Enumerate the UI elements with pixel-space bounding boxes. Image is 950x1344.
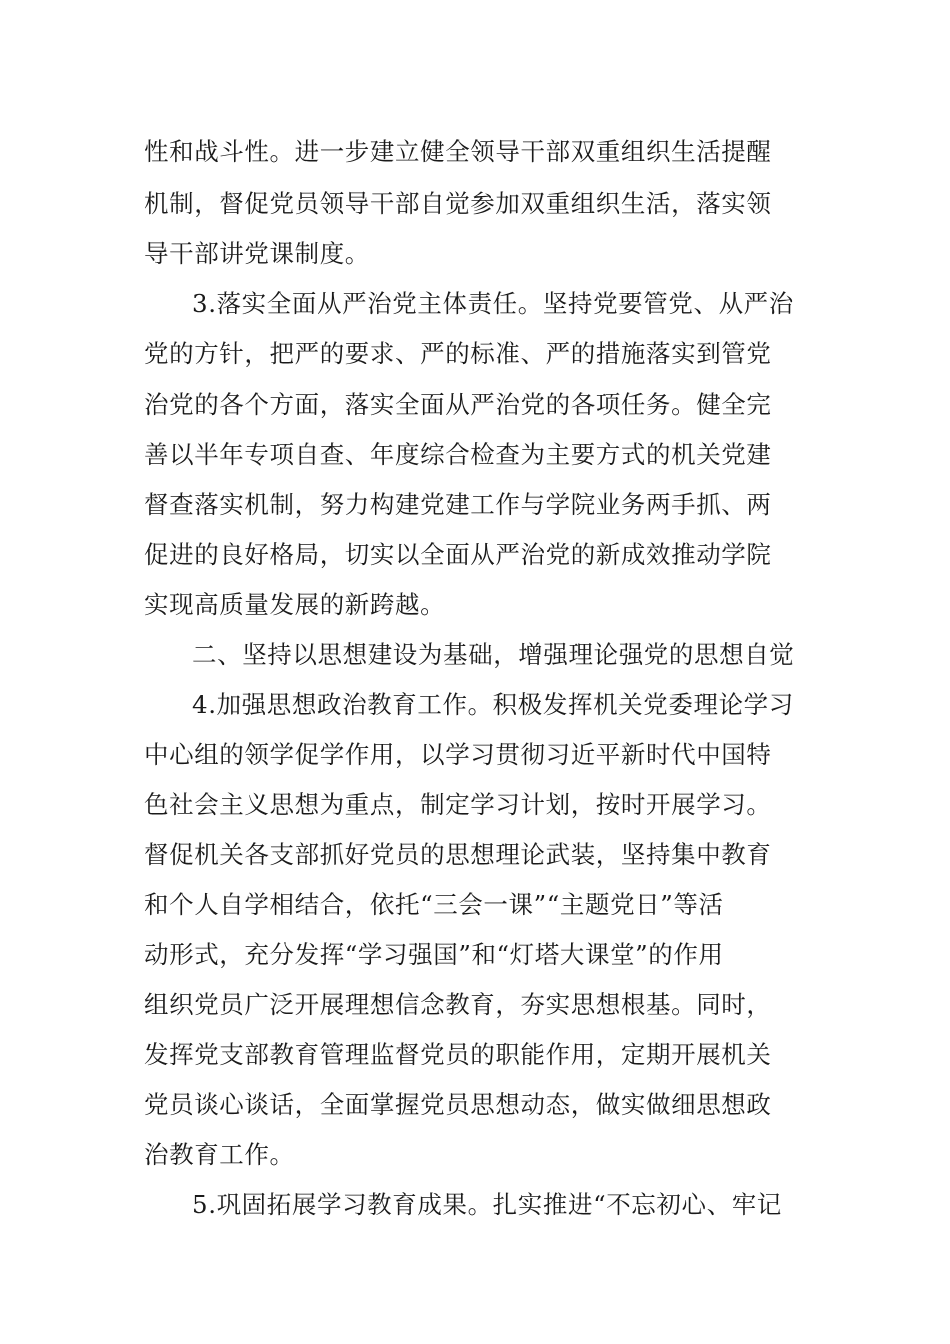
section-heading: 二、坚持以思想建设为基础，增强理论强党的思想自觉: [192, 640, 795, 669]
text-line: 导干部讲党课制度。: [144, 239, 370, 268]
text-line: 色社会主义思想为重点，制定学习计划，按时开展学习。: [144, 790, 772, 819]
text-line: 善以半年专项自查、年度综合检查为主要方式的机关党建: [144, 440, 772, 469]
text-line: 治党的各个方面，落实全面从严治党的各项任务。健全完: [144, 390, 772, 419]
text-line: 3.落实全面从严治党主体责任。坚持党要管党、从严治: [192, 289, 794, 318]
text-line: 4.加强思想政治教育工作。积极发挥机关党委理论学习: [192, 690, 794, 719]
text-line: 5.巩固拓展学习教育成果。扎实推进“不忘初心、牢记: [192, 1190, 782, 1219]
text-line: 动形式，充分发挥“学习强国”和“灯塔大课堂”的作用: [144, 940, 724, 969]
text-line: 发挥党支部教育管理监督党员的职能作用，定期开展机关: [144, 1040, 772, 1069]
text-line: 促进的良好格局，切实以全面从严治党的新成效推动学院: [144, 540, 772, 569]
text-line: 机制，督促党员领导干部自觉参加双重组织生活，落实领: [144, 189, 772, 218]
text-line: 和个人自学相结合，依托“三会一课”“主题党日”等活: [144, 890, 724, 919]
text-line: 党员谈心谈话，全面掌握党员思想动态，做实做细思想政: [144, 1090, 772, 1119]
text-line: 组织党员广泛开展理想信念教育，夯实思想根基。同时，: [144, 990, 772, 1019]
text-line: 性和战斗性。进一步建立健全领导干部双重组织生活提醒: [144, 137, 772, 166]
text-line: 督促机关各支部抓好党员的思想理论武装，坚持集中教育: [144, 840, 772, 869]
text-line: 实现高质量发展的新跨越。: [144, 590, 446, 619]
text-line: 党的方针，把严的要求、严的标准、严的措施落实到管党: [144, 339, 772, 368]
text-line: 督查落实机制，努力构建党建工作与学院业务两手抓、两: [144, 490, 772, 519]
text-line: 治教育工作。: [144, 1140, 295, 1169]
text-line: 中心组的领学促学作用，以学习贯彻习近平新时代中国特: [144, 740, 772, 769]
